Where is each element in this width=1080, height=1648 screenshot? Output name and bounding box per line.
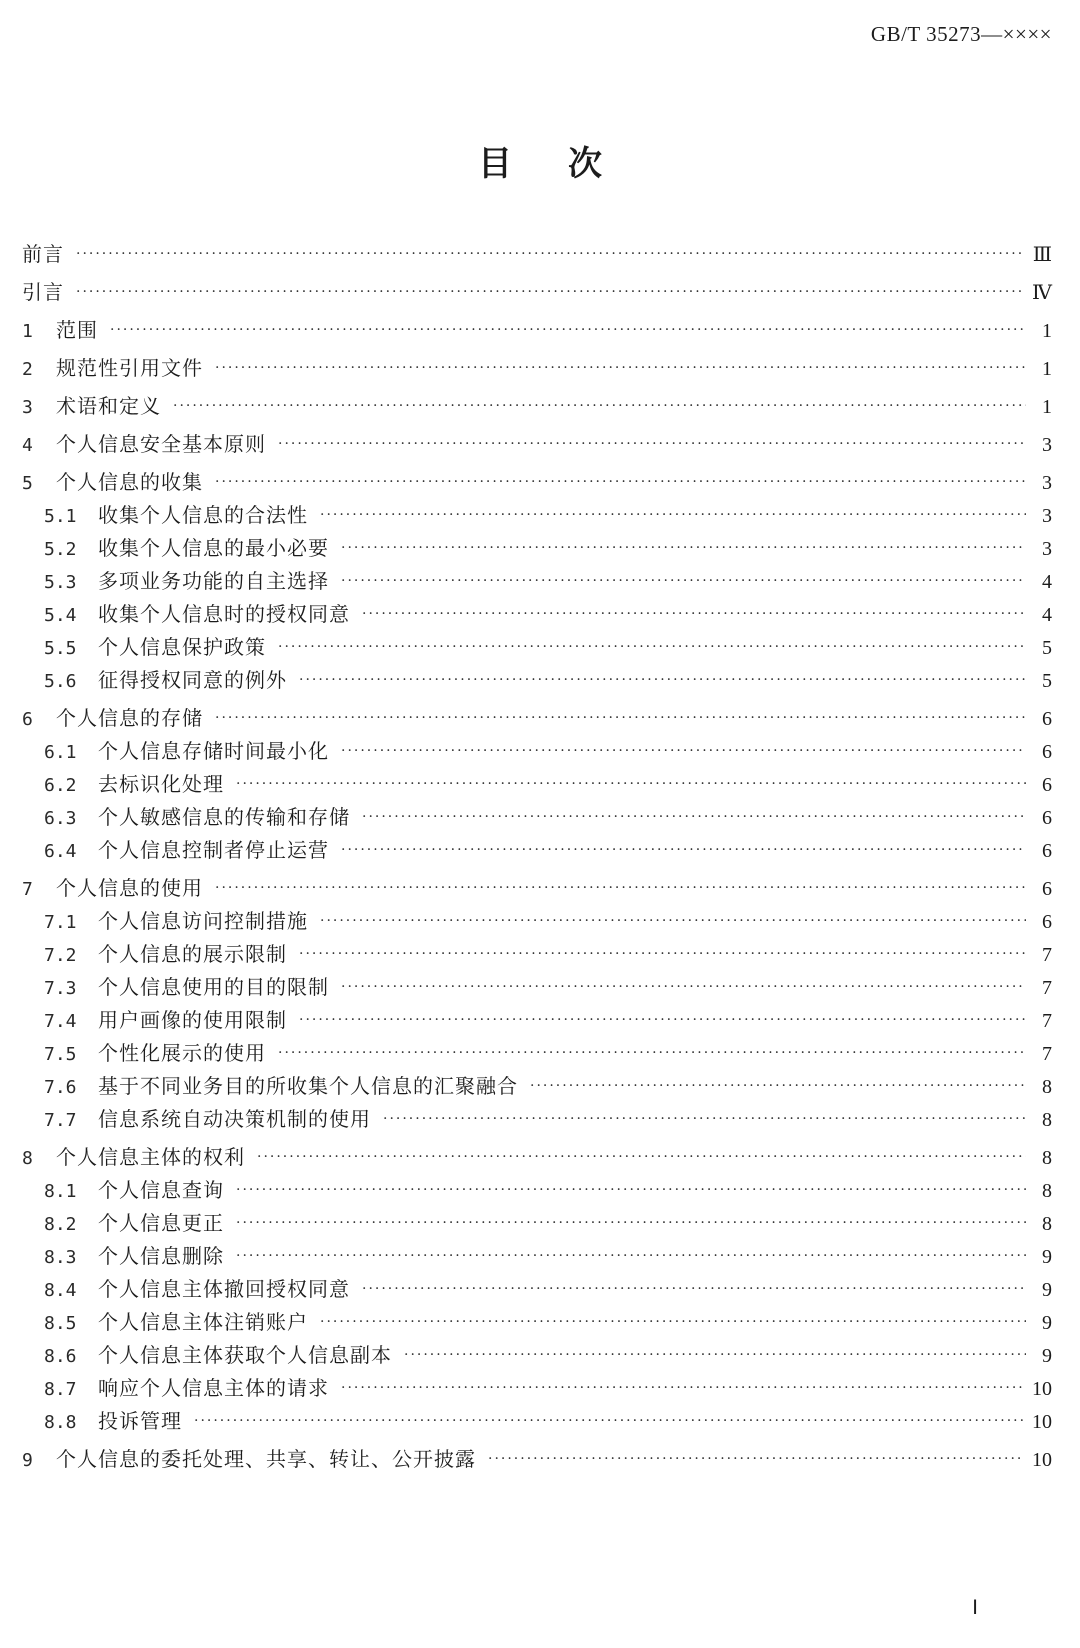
toc-entry-number: 8.2 bbox=[44, 1214, 77, 1235]
toc-entry-page: 6 bbox=[1042, 878, 1052, 900]
toc-entry-number: 8.5 bbox=[44, 1313, 77, 1334]
toc-dot-leader bbox=[341, 739, 1026, 763]
toc-entry[interactable] bbox=[22, 1008, 1052, 1032]
toc-entry-number: 7 bbox=[22, 879, 33, 900]
toc-entry-page: 6 bbox=[1042, 708, 1052, 730]
toc-entry[interactable] bbox=[22, 242, 1052, 266]
toc-entry-number: 4 bbox=[22, 435, 33, 456]
toc-entry[interactable] bbox=[22, 1310, 1052, 1334]
toc-entry-title: 个人信息使用的目的限制 bbox=[98, 975, 329, 999]
toc-entry-page: 10 bbox=[1032, 1378, 1052, 1400]
toc-entry-number: 7.5 bbox=[44, 1044, 77, 1065]
toc-entry[interactable] bbox=[22, 635, 1052, 659]
toc-entry-number: 8.1 bbox=[44, 1181, 77, 1202]
toc-entry-page: 1 bbox=[1042, 358, 1052, 380]
toc-entry-title: 个人信息的使用 bbox=[56, 876, 203, 900]
toc-dot-leader bbox=[236, 1244, 1026, 1268]
toc-dot-leader bbox=[194, 1409, 1024, 1433]
toc-entry-page: 5 bbox=[1042, 670, 1052, 692]
toc-entry[interactable] bbox=[22, 394, 1052, 418]
toc-entry-number: 2 bbox=[22, 359, 33, 380]
toc-entry-title: 个人信息的收集 bbox=[56, 470, 203, 494]
toc-dot-leader bbox=[320, 1310, 1026, 1334]
toc-entry-title: 个人信息安全基本原则 bbox=[56, 432, 266, 456]
toc-entry-page: 3 bbox=[1042, 472, 1052, 494]
toc-entry-page: 3 bbox=[1042, 505, 1052, 527]
toc-entry-number: 5.6 bbox=[44, 671, 77, 692]
toc-dot-leader bbox=[299, 668, 1026, 692]
toc-entry-title: 个人信息访问控制措施 bbox=[98, 909, 308, 933]
toc-entry-page: 6 bbox=[1042, 911, 1052, 933]
toc-dot-leader bbox=[299, 1008, 1026, 1032]
toc-entry-number: 5.4 bbox=[44, 605, 77, 626]
toc-entry[interactable] bbox=[22, 772, 1052, 796]
toc-entry-page: 8 bbox=[1042, 1109, 1052, 1131]
toc-entry[interactable] bbox=[22, 503, 1052, 527]
toc-dot-leader bbox=[76, 242, 1025, 266]
toc-dot-leader bbox=[173, 394, 1026, 418]
toc-entry-title: 个人信息主体撤回授权同意 bbox=[98, 1277, 350, 1301]
toc-entry-title: 个人信息保护政策 bbox=[98, 635, 266, 659]
toc-entry-page: 9 bbox=[1042, 1279, 1052, 1301]
toc-entry[interactable] bbox=[22, 1041, 1052, 1065]
toc-entry[interactable] bbox=[22, 1277, 1052, 1301]
toc-entry[interactable] bbox=[22, 805, 1052, 829]
toc-entry-title: 收集个人信息的合法性 bbox=[98, 503, 308, 527]
toc-dot-leader bbox=[383, 1107, 1026, 1131]
toc-entry-page: 6 bbox=[1042, 840, 1052, 862]
toc-entry-number: 5.5 bbox=[44, 638, 77, 659]
toc-entry-title: 多项业务功能的自主选择 bbox=[98, 569, 329, 593]
toc-dot-leader bbox=[362, 602, 1026, 626]
toc-entry-page: Ⅳ bbox=[1032, 282, 1052, 304]
toc-entry-number: 5.2 bbox=[44, 539, 77, 560]
toc-entry[interactable] bbox=[22, 1244, 1052, 1268]
toc-entry-page: 7 bbox=[1042, 977, 1052, 999]
toc-entry[interactable] bbox=[22, 668, 1052, 692]
toc-entry-title: 投诉管理 bbox=[98, 1409, 182, 1433]
toc-entry-page: 3 bbox=[1042, 538, 1052, 560]
toc-entry[interactable] bbox=[22, 876, 1052, 900]
toc-entry-page: 9 bbox=[1042, 1345, 1052, 1367]
toc-entry-title: 个人信息主体获取个人信息副本 bbox=[98, 1343, 392, 1367]
toc-entry-page: 8 bbox=[1042, 1076, 1052, 1098]
toc-entry[interactable] bbox=[22, 318, 1052, 342]
toc-entry-page: 8 bbox=[1042, 1180, 1052, 1202]
toc-entry[interactable] bbox=[22, 432, 1052, 456]
toc-entry-page: 3 bbox=[1042, 434, 1052, 456]
toc-dot-leader bbox=[362, 805, 1026, 829]
toc-dot-leader bbox=[341, 569, 1026, 593]
toc-entry-number: 7.6 bbox=[44, 1077, 77, 1098]
toc-entry[interactable] bbox=[22, 470, 1052, 494]
toc-entry-title: 收集个人信息时的授权同意 bbox=[98, 602, 350, 626]
toc-entry[interactable] bbox=[22, 942, 1052, 966]
toc-dot-leader bbox=[215, 470, 1026, 494]
toc-dot-leader bbox=[236, 1178, 1026, 1202]
toc-entry-number: 7.7 bbox=[44, 1110, 77, 1131]
toc-entry-number: 6 bbox=[22, 709, 33, 730]
toc-dot-leader bbox=[488, 1447, 1024, 1471]
toc-entry-title: 去标识化处理 bbox=[98, 772, 224, 796]
toc-entry-title: 个人信息查询 bbox=[98, 1178, 224, 1202]
toc-dot-leader bbox=[278, 432, 1026, 456]
toc-entry[interactable] bbox=[22, 602, 1052, 626]
toc-entry-number: 6.4 bbox=[44, 841, 77, 862]
toc-dot-leader bbox=[215, 876, 1026, 900]
page-title: 目次 bbox=[478, 144, 658, 184]
toc-entry-number: 6.3 bbox=[44, 808, 77, 829]
toc-entry-title: 规范性引用文件 bbox=[56, 356, 203, 380]
toc-dot-leader bbox=[341, 838, 1026, 862]
toc-entry-title: 术语和定义 bbox=[56, 394, 161, 418]
toc-entry-number: 5.1 bbox=[44, 506, 77, 527]
toc-entry-number: 5.3 bbox=[44, 572, 77, 593]
toc-entry-title: 个人信息的委托处理、共享、转让、公开披露 bbox=[56, 1447, 476, 1471]
toc-entry-page: 1 bbox=[1042, 396, 1052, 418]
toc-entry-page: 4 bbox=[1042, 571, 1052, 593]
toc-entry-title: 响应个人信息主体的请求 bbox=[98, 1376, 329, 1400]
toc-dot-leader bbox=[530, 1074, 1026, 1098]
toc-entry-title: 前言 bbox=[22, 242, 64, 266]
toc-entry-number: 8.7 bbox=[44, 1379, 77, 1400]
toc-entry-title: 个人信息主体注销账户 bbox=[98, 1310, 308, 1334]
toc-entry[interactable] bbox=[22, 1409, 1052, 1433]
toc-entry-page: 6 bbox=[1042, 741, 1052, 763]
toc-entry[interactable] bbox=[22, 356, 1052, 380]
toc-entry-page: 7 bbox=[1042, 944, 1052, 966]
toc-entry-title: 基于不同业务目的所收集个人信息的汇聚融合 bbox=[98, 1074, 518, 1098]
toc-entry-number: 1 bbox=[22, 321, 33, 342]
toc-entry-page: 4 bbox=[1042, 604, 1052, 626]
toc-entry[interactable] bbox=[22, 975, 1052, 999]
toc-entry-number: 7.1 bbox=[44, 912, 77, 933]
toc-entry-title: 个人信息的展示限制 bbox=[98, 942, 287, 966]
toc-entry-number: 9 bbox=[22, 1450, 33, 1471]
toc-dot-leader bbox=[257, 1145, 1026, 1169]
toc-entry[interactable] bbox=[22, 1447, 1052, 1471]
toc-entry-page: 9 bbox=[1042, 1246, 1052, 1268]
toc-entry[interactable] bbox=[22, 1107, 1052, 1131]
toc-entry-number: 8.3 bbox=[44, 1247, 77, 1268]
toc-entry-page: 10 bbox=[1032, 1449, 1052, 1471]
toc-entry-page: 6 bbox=[1042, 774, 1052, 796]
toc-entry-title: 引言 bbox=[22, 280, 64, 304]
toc-entry-page: 7 bbox=[1042, 1043, 1052, 1065]
footer-page-number: Ⅰ bbox=[972, 1597, 978, 1619]
toc-entry[interactable] bbox=[22, 280, 1052, 304]
toc-entry-number: 7.3 bbox=[44, 978, 77, 999]
toc-dot-leader bbox=[215, 706, 1026, 730]
toc-dot-leader bbox=[341, 975, 1026, 999]
toc-entry-page: 8 bbox=[1042, 1147, 1052, 1169]
toc-entry-number: 7.2 bbox=[44, 945, 77, 966]
toc-dot-leader bbox=[299, 942, 1026, 966]
toc-entry[interactable] bbox=[22, 1343, 1052, 1367]
toc-entry-number: 5 bbox=[22, 473, 33, 494]
toc-entry-page: 10 bbox=[1032, 1411, 1052, 1433]
toc-dot-leader bbox=[341, 536, 1026, 560]
toc-entry-title: 个人信息主体的权利 bbox=[56, 1145, 245, 1169]
toc-dot-leader bbox=[404, 1343, 1026, 1367]
toc-entry-title: 信息系统自动决策机制的使用 bbox=[98, 1107, 371, 1131]
toc-entry-number: 8.6 bbox=[44, 1346, 77, 1367]
toc-entry-title: 范围 bbox=[56, 318, 98, 342]
toc-dot-leader bbox=[341, 1376, 1024, 1400]
toc-entry-number: 6.2 bbox=[44, 775, 77, 796]
toc-entry-title: 个人信息存储时间最小化 bbox=[98, 739, 329, 763]
toc-entry-title: 个性化展示的使用 bbox=[98, 1041, 266, 1065]
toc-entry-title: 个人信息控制者停止运营 bbox=[98, 838, 329, 862]
toc-entry-page: 8 bbox=[1042, 1213, 1052, 1235]
toc-entry-number: 8.4 bbox=[44, 1280, 77, 1301]
toc-entry[interactable] bbox=[22, 1145, 1052, 1169]
document-code: GB/T 35273—×××× bbox=[870, 22, 1052, 46]
toc-entry-title: 个人敏感信息的传输和存储 bbox=[98, 805, 350, 829]
toc-entry-number: 7.4 bbox=[44, 1011, 77, 1032]
toc-dot-leader bbox=[278, 635, 1026, 659]
toc-entry[interactable] bbox=[22, 569, 1052, 593]
toc-dot-leader bbox=[236, 772, 1026, 796]
toc-entry-title: 个人信息更正 bbox=[98, 1211, 224, 1235]
toc-entry[interactable] bbox=[22, 909, 1052, 933]
toc-entry[interactable] bbox=[22, 1074, 1052, 1098]
toc-entry-number: 6.1 bbox=[44, 742, 77, 763]
table-of-contents bbox=[22, 242, 1052, 1471]
toc-entry[interactable] bbox=[22, 1211, 1052, 1235]
toc-dot-leader bbox=[320, 909, 1026, 933]
toc-entry-number: 8 bbox=[22, 1148, 33, 1169]
toc-entry-title: 征得授权同意的例外 bbox=[98, 668, 287, 692]
toc-dot-leader bbox=[278, 1041, 1026, 1065]
toc-dot-leader bbox=[110, 318, 1026, 342]
toc-entry-page: Ⅲ bbox=[1032, 244, 1052, 266]
toc-entry-number: 3 bbox=[22, 397, 33, 418]
toc-entry-title: 个人信息删除 bbox=[98, 1244, 224, 1268]
toc-entry[interactable] bbox=[22, 1178, 1052, 1202]
toc-entry[interactable] bbox=[22, 739, 1052, 763]
toc-entry[interactable] bbox=[22, 1376, 1052, 1400]
toc-dot-leader bbox=[236, 1211, 1026, 1235]
toc-entry[interactable] bbox=[22, 706, 1052, 730]
toc-dot-leader bbox=[215, 356, 1026, 380]
toc-entry-page: 9 bbox=[1042, 1312, 1052, 1334]
toc-entry-page: 5 bbox=[1042, 637, 1052, 659]
toc-entry-title: 用户画像的使用限制 bbox=[98, 1008, 287, 1032]
toc-dot-leader bbox=[320, 503, 1026, 527]
toc-entry[interactable] bbox=[22, 536, 1052, 560]
toc-entry-title: 个人信息的存储 bbox=[56, 706, 203, 730]
toc-dot-leader bbox=[76, 280, 1024, 304]
toc-entry-page: 6 bbox=[1042, 807, 1052, 829]
toc-entry-number: 8.8 bbox=[44, 1412, 77, 1433]
toc-entry-title: 收集个人信息的最小必要 bbox=[98, 536, 329, 560]
toc-dot-leader bbox=[362, 1277, 1026, 1301]
toc-entry-page: 7 bbox=[1042, 1010, 1052, 1032]
toc-entry[interactable] bbox=[22, 838, 1052, 862]
toc-entry-page: 1 bbox=[1042, 320, 1052, 342]
